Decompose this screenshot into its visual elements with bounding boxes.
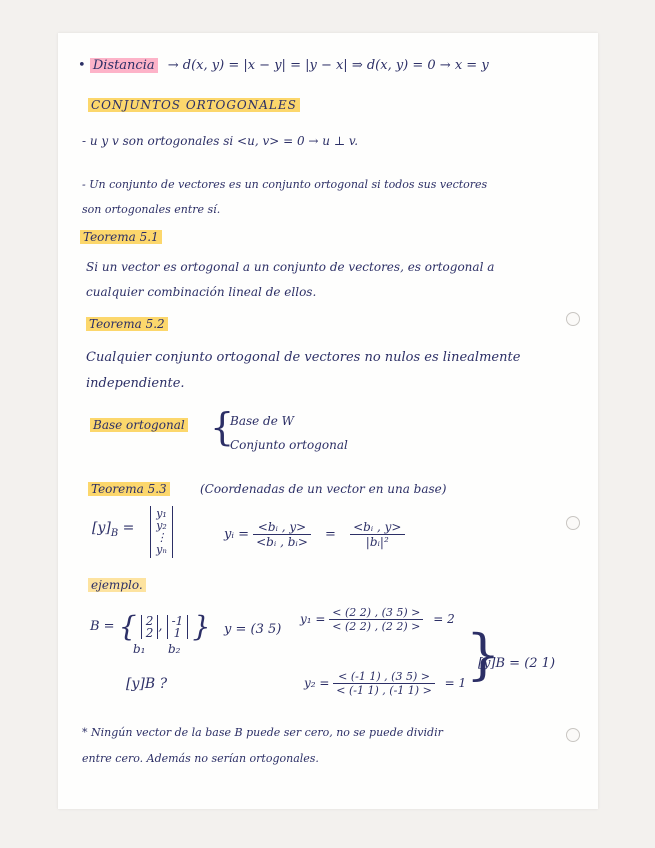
theorem-53-label [88,482,170,496]
question: [y]B ? [126,676,168,692]
b2-name: b₂ [168,642,181,656]
theorem-51-label [80,230,162,244]
yi-fraction-2 [350,520,404,549]
binder-hole-1 [566,312,580,326]
y1-result: = 2 [433,612,455,626]
example-label [88,578,146,592]
def-set-line1: - Un conjunto de vectores es un conjunto ortogonal si todos sus vectores [82,178,488,191]
coord-lhs: $[y]_B$ = [92,520,135,539]
theorem-52-label [86,317,168,331]
y1-den: < (2 2) , (2 2) > [332,620,421,633]
basis-B: B = { 2 2 , -1 1 } [90,610,211,643]
coord-lhs-sub: B [110,527,119,539]
theorem-52-line1: Cualquier conjunto ortogonal de vectores no nulos es linealmente [86,350,521,365]
theorem-51-label-text: Teorema 5.1 [80,230,162,244]
y2-formula [304,670,466,697]
theorem-51-line1: Si un vector es ortogonal a un conjunto de vectores, es ortogonal a [86,260,495,274]
theorem-53-label-text: Teorema 5.3 [88,482,170,496]
y2-result: = 1 [444,676,467,690]
yi-frac1-num: <bᵢ , y> [253,520,311,535]
yi-fraction-1 [253,520,311,549]
yi-frac1-den: <bᵢ , bᵢ> [256,535,308,549]
b2-top: -1 [171,613,184,628]
basis-b2 [167,615,189,639]
basis-lhs: B = [90,619,115,634]
base-label [90,418,188,432]
distance-line [78,58,489,73]
y1-formula [300,606,455,633]
y2-den: < (-1 1) , (-1 1) > [336,684,432,697]
section-title-text: CONJUNTOS ORTOGONALES [88,98,300,112]
coord-vector [150,506,173,558]
y1-fraction [329,606,423,633]
coord-vec-y2: y₂ [156,519,167,532]
coord-lhs-text: [y] [92,520,111,536]
yi-frac2-num: <bᵢ , y> [350,520,404,535]
y2-lhs: y₂ = [304,676,330,690]
yi-lhs: yᵢ = [224,527,249,542]
b2-bot: 1 [173,625,182,640]
b1-bot: 2 [145,625,154,640]
base-label-text: Base ortogonal [90,418,188,432]
yi-frac2-den: |bᵢ|² [365,535,389,549]
y2-num: < (-1 1) , (3 5) > [333,670,435,684]
base-item2: Conjunto ortogonal [230,438,348,452]
theorem-52-line2: independiente. [86,376,185,391]
b1-name: b₁ [133,642,146,656]
theorem-53-caption: (Coordenadas de un vector en una base) [200,482,447,496]
answer: [y]B = (2 1) [478,656,556,671]
y2-fraction [333,670,435,697]
result-brace: } [466,623,501,686]
base-item1: Base de W [230,414,294,428]
coord-vector-bracket [150,506,173,558]
y-definition: y = (3 5) [224,622,282,637]
def-orthogonal: - u y v son ortogonales si <u, v> = 0 → u ⊥ v. [82,134,359,148]
binder-hole-2 [566,516,580,530]
yi-formula: yᵢ = $\frac{\text{<bᵢ , y>}}{\text{<bᵢ , bᵢ>}}$ = $\frac{\text{<bᵢ , y>}}{\text{|bᵢ|²}}$ [224,520,405,549]
y1-num: < (2 2) , (3 5) > [329,606,423,620]
section-title [88,98,300,112]
y1-lhs: y₁ = [300,612,326,626]
basis-b1 [141,615,159,639]
example-label-text: ejemplo. [88,578,146,592]
footnote-line2: entre cero. Además no serían ortogonales. [82,752,319,765]
distance-formula: → d(x, y) = |x − y| = |y − x| ⇒ d(x, y) = 0 → x = y [167,58,489,73]
theorem-52-label-text: Teorema 5.2 [86,317,168,331]
b1-top: 2 [145,613,154,628]
theorem-51-line2: cualquier combinación lineal de ellos. [86,285,317,299]
binder-hole-3 [566,728,580,742]
coord-vec-y1: y₁ [156,507,167,520]
coord-vec-yn: yₙ [156,543,167,556]
def-set-line2: son ortogonales entre sí. [82,203,221,216]
bullet: • [78,58,86,73]
footnote-line1: * Ningún vector de la base B puede ser cero, no se puede dividir [82,726,443,739]
coord-vec-dots: ⋮ [156,531,167,544]
distance-label: Distancia [90,58,158,73]
curly-brace: { [210,405,235,449]
